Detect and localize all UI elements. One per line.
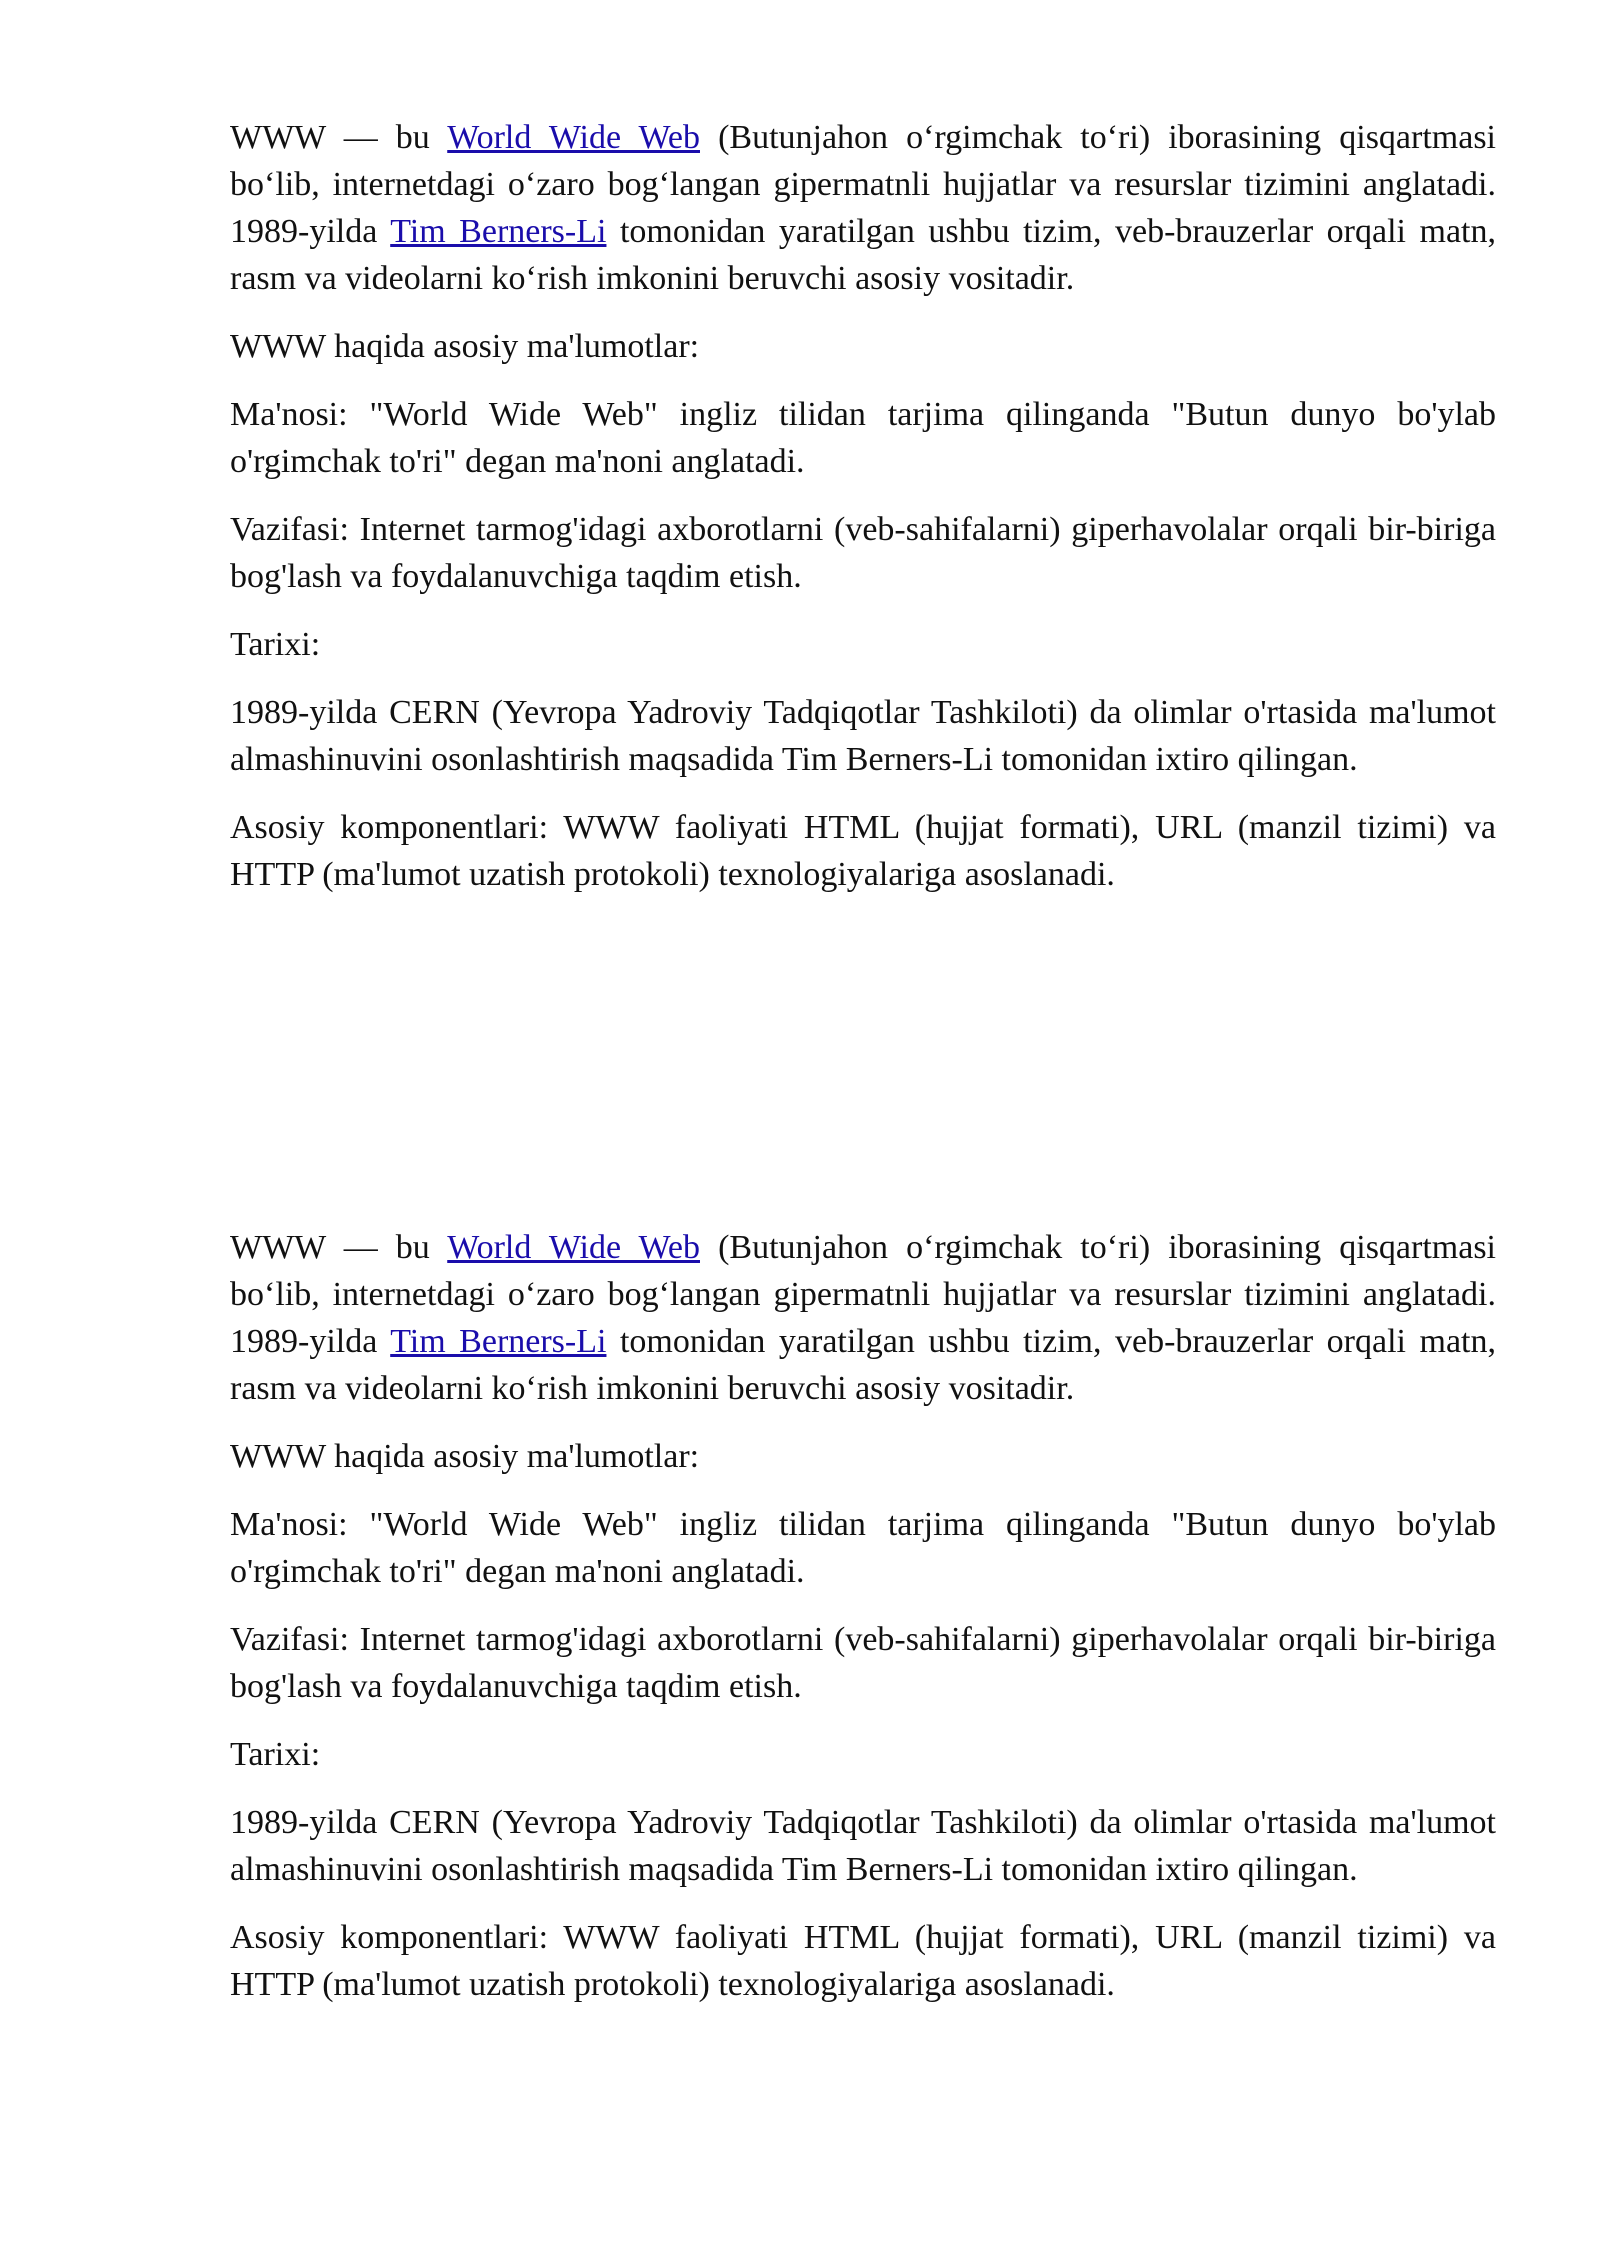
intro-middle: (Butunjahon o‘rgimchak to‘ri) iborasining qisqartmasi bo‘lib, internetdagi o‘zaro bog‘langan gipermatnli hujjatlar va resurslar tizimini anglatadi. 1989-yilda <box>230 119 1496 250</box>
world-wide-web-link[interactable]: World Wide Web <box>447 1229 700 1266</box>
info-heading: WWW haqida asosiy ma'lumotlar: <box>230 1438 700 1475</box>
world-wide-web-link[interactable]: World Wide Web <box>447 119 700 156</box>
intro-start: WWW — bu <box>230 1229 448 1266</box>
purpose-paragraph: Vazifasi: Internet tarmog'idagi axborotlarni (veb-sahifalarni) giperhavolalar orqali bir-biriga bog'lash va foydalanuvchiga taqdim etish. <box>230 1621 1496 1705</box>
purpose-paragraph: Vazifasi: Internet tarmog'idagi axborotlarni (veb-sahifalarni) giperhavolalar orqali bir-biriga bog'lash va foydalanuvchiga taqdim etish. <box>230 511 1496 595</box>
meaning-paragraph: Ma'nosi: "World Wide Web" ingliz tilidan tarjima qilinganda "Butun dunyo bo'ylab o'rgimchak to'ri" degan ma'noni anglatadi. <box>230 1506 1496 1590</box>
intro-end: tomonidan yaratilgan ushbu tizim, veb-brauzerlar orqali matn, rasm va videolarni ko‘rish imkonini beruvchi asosiy vositadir. <box>230 213 1496 297</box>
intro-paragraph <box>230 114 1496 302</box>
tim-berners-li-link[interactable]: Tim Berners-Li <box>390 213 607 250</box>
meaning-paragraph: Ma'nosi: "World Wide Web" ingliz tilidan tarjima qilinganda "Butun dunyo bo'ylab o'rgimchak to'ri" degan ma'noni anglatadi. <box>230 396 1496 480</box>
components-paragraph: Asosiy komponentlari: WWW faoliyati HTML (hujjat formati), URL (manzil tizimi) va HTTP (ma'lumot uzatish protokoli) texnologiyalariga asoslanadi. <box>230 1919 1496 2003</box>
text-section-2 <box>230 1224 1496 2029</box>
info-heading: WWW haqida asosiy ma'lumotlar: <box>230 328 700 365</box>
history-label: Tarixi: <box>230 626 321 663</box>
tim-berners-li-link[interactable]: Tim Berners-Li <box>390 1323 607 1360</box>
components-paragraph: Asosiy komponentlari: WWW faoliyati HTML (hujjat formati), URL (manzil tizimi) va HTTP (ma'lumot uzatish protokoli) texnologiyalariga asoslanadi. <box>230 809 1496 893</box>
intro-start: WWW — bu <box>230 119 448 156</box>
intro-paragraph <box>230 1224 1496 1412</box>
intro-middle: (Butunjahon o‘rgimchak to‘ri) iborasining qisqartmasi bo‘lib, internetdagi o‘zaro bog‘langan gipermatnli hujjatlar va resurslar tizimini anglatadi. 1989-yilda <box>230 1229 1496 1360</box>
text-section-1 <box>230 114 1496 919</box>
history-paragraph: 1989-yilda CERN (Yevropa Yadroviy Tadqiqotlar Tashkiloti) da olimlar o'rtasida ma'lumot almashinuvini osonlashtirish maqsadida Tim Berners-Li tomonidan ixtiro qilingan. <box>230 694 1496 778</box>
intro-end: tomonidan yaratilgan ushbu tizim, veb-brauzerlar orqali matn, rasm va videolarni ko‘rish imkonini beruvchi asosiy vositadir. <box>230 1323 1496 1407</box>
history-label: Tarixi: <box>230 1736 321 1773</box>
history-paragraph: 1989-yilda CERN (Yevropa Yadroviy Tadqiqotlar Tashkiloti) da olimlar o'rtasida ma'lumot almashinuvini osonlashtirish maqsadida Tim Berners-Li tomonidan ixtiro qilingan. <box>230 1804 1496 1888</box>
